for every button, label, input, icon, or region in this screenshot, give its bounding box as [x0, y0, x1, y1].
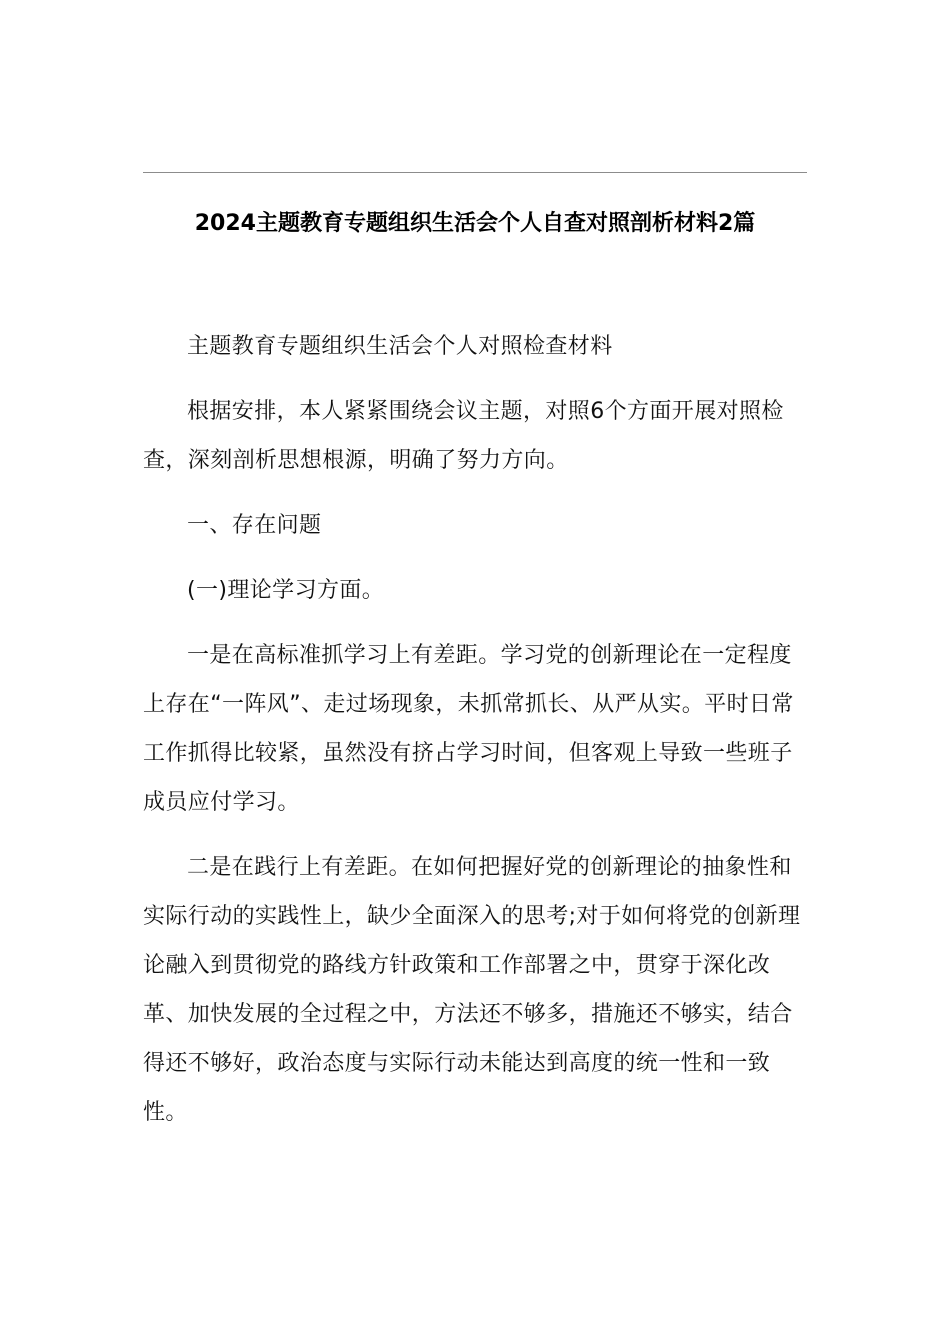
document-title: 2024主题教育专题组织生活会个人自查对照剖析材料2篇: [194, 211, 756, 236]
section-heading: 一、存在问题: [187, 513, 322, 538]
subsection-heading: (一)理论学习方面。: [187, 578, 385, 603]
header-divider: [143, 172, 807, 173]
body-paragraph-2: 二是在践行上有差距。在如何把握好党的创新理论的抽象性和实际行动的实践性上，缺少全面深入的思考;对于如何将党的创新理论融入到贯彻党的路线方针政策和工作部署之中，贯穿于深化改革、加快发展的全过程之中，方法还不够多，措施还不够实，结合得还不够好，政治态度与实际行动未能达到高度的统一性和一致性。: [143, 855, 801, 1125]
document-body: [143, 322, 807, 1153]
subtitle-paragraph: 主题教育专题组织生活会个人对照检查材料: [187, 334, 613, 359]
intro-paragraph: 根据安排，本人紧紧围绕会议主题，对照6个方面开展对照检查，深刻剖析思想根源，明确了努力方向。: [143, 399, 784, 473]
body-paragraph-1: 一是在高标准抓学习上有差距。学习党的创新理论在一定程度上存在“一阵风”、走过场现象，未抓常抓长、从严从实。平时日常工作抓得比较紧，虽然没有挤占学习时间，但客观上导致一些班子成员应付学习。: [143, 643, 794, 815]
